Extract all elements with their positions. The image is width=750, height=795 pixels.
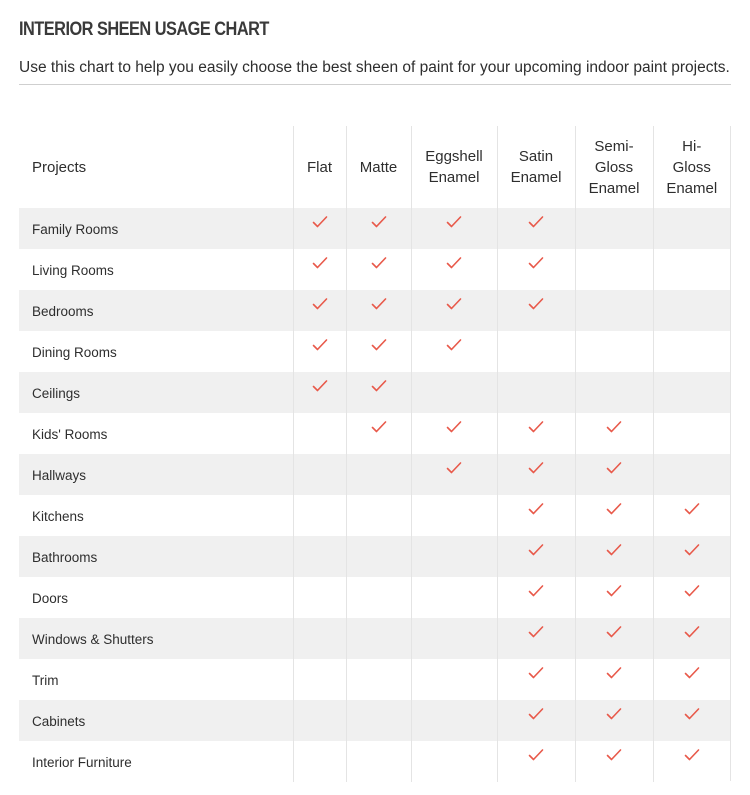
checkmark-icon (684, 625, 700, 639)
column-header-flat (293, 126, 346, 208)
checkmark-icon (371, 256, 387, 270)
checkmark-icon (528, 297, 544, 311)
project-name-cell (19, 249, 293, 290)
cell-matte (346, 618, 411, 659)
project-name: Living Rooms (32, 263, 114, 278)
checkmark-icon (528, 215, 544, 229)
checkmark-icon (312, 297, 328, 311)
project-name: Hallways (32, 468, 87, 483)
cell-hi-gloss-enamel (653, 700, 730, 741)
checkmark-icon (528, 420, 544, 434)
checkmark-icon (371, 338, 387, 352)
cell-semi-gloss-enamel (575, 659, 653, 700)
column-header-higloss-line2: Gloss (672, 158, 711, 176)
table-row (19, 249, 730, 290)
cell-hi-gloss-enamel (653, 495, 730, 536)
project-name-cell (19, 495, 293, 536)
project-name-cell (19, 372, 293, 413)
table-row (19, 659, 730, 700)
column-header-semigloss-line1: Semi- (594, 137, 634, 155)
checkmark-icon (606, 543, 622, 557)
cell-eggshell-enamel (411, 454, 497, 495)
cell-flat (293, 536, 346, 577)
checkmark-icon (371, 379, 387, 393)
table-row (19, 290, 730, 331)
cell-hi-gloss-enamel (653, 413, 730, 454)
cell-semi-gloss-enamel (575, 536, 653, 577)
cell-semi-gloss-enamel (575, 208, 653, 249)
cell-hi-gloss-enamel (653, 372, 730, 413)
checkmark-icon (446, 215, 462, 229)
project-name: Bedrooms (32, 304, 94, 319)
project-name: Doors (32, 591, 69, 606)
cell-semi-gloss-enamel (575, 290, 653, 331)
cell-semi-gloss-enamel (575, 372, 653, 413)
cell-matte (346, 331, 411, 372)
column-header-matte (346, 126, 411, 208)
project-name: Dining Rooms (32, 345, 117, 360)
column-header-satin-line2: Enamel (510, 169, 562, 186)
column-header-projects-label: Projects (32, 158, 87, 176)
project-name: Family Rooms (32, 222, 119, 237)
cell-hi-gloss-enamel (653, 331, 730, 372)
checkmark-icon (371, 420, 387, 434)
cell-flat (293, 249, 346, 290)
cell-flat (293, 495, 346, 536)
table-row (19, 331, 730, 372)
column-header-semigloss-line3: Enamel (588, 179, 640, 197)
column-header-satin-enamel (497, 126, 575, 208)
table-right-border (730, 126, 731, 781)
cell-semi-gloss-enamel (575, 577, 653, 618)
checkmark-icon (528, 748, 544, 762)
cell-satin-enamel (497, 454, 575, 495)
cell-hi-gloss-enamel (653, 618, 730, 659)
cell-matte (346, 454, 411, 495)
project-name-cell (19, 618, 293, 659)
header-divider (19, 84, 731, 85)
checkmark-icon (312, 215, 328, 229)
cell-eggshell-enamel (411, 659, 497, 700)
checkmark-icon (528, 666, 544, 680)
cell-flat (293, 741, 346, 782)
cell-satin-enamel (497, 290, 575, 331)
cell-eggshell-enamel (411, 577, 497, 618)
cell-matte (346, 577, 411, 618)
table-row (19, 536, 730, 577)
cell-flat (293, 577, 346, 618)
cell-hi-gloss-enamel (653, 659, 730, 700)
cell-satin-enamel (497, 495, 575, 536)
checkmark-icon (528, 584, 544, 598)
checkmark-icon (528, 461, 544, 475)
cell-eggshell-enamel (411, 495, 497, 536)
checkmark-icon (528, 543, 544, 557)
project-name: Kitchens (32, 509, 84, 524)
cell-hi-gloss-enamel (653, 536, 730, 577)
cell-hi-gloss-enamel (653, 208, 730, 249)
checkmark-icon (684, 543, 700, 557)
checkmark-icon (606, 584, 622, 598)
cell-flat (293, 331, 346, 372)
column-header-hi-gloss-enamel (653, 126, 730, 208)
checkmark-icon (446, 297, 462, 311)
table-row (19, 618, 730, 659)
project-name-cell (19, 413, 293, 454)
column-header-semi-gloss-enamel (575, 126, 653, 208)
checkmark-icon (446, 256, 462, 270)
checkmark-icon (312, 256, 328, 270)
checkmark-icon (606, 502, 622, 516)
cell-eggshell-enamel (411, 413, 497, 454)
cell-matte (346, 413, 411, 454)
table-header-row (19, 126, 730, 208)
table-row (19, 495, 730, 536)
cell-satin-enamel (497, 249, 575, 290)
column-header-eggshell-line1: Eggshell (425, 148, 483, 165)
checkmark-icon (371, 297, 387, 311)
table-row (19, 208, 730, 249)
table-row (19, 700, 730, 741)
cell-semi-gloss-enamel (575, 495, 653, 536)
cell-flat (293, 413, 346, 454)
cell-flat (293, 372, 346, 413)
checkmark-icon (684, 584, 700, 598)
cell-hi-gloss-enamel (653, 741, 730, 782)
cell-eggshell-enamel (411, 208, 497, 249)
cell-satin-enamel (497, 413, 575, 454)
checkmark-icon (606, 420, 622, 434)
checkmark-icon (371, 215, 387, 229)
checkmark-icon (446, 338, 462, 352)
cell-hi-gloss-enamel (653, 454, 730, 495)
project-name: Interior Furniture (32, 755, 132, 770)
cell-satin-enamel (497, 372, 575, 413)
checkmark-icon (606, 666, 622, 680)
project-name-cell (19, 208, 293, 249)
sheen-usage-table (19, 126, 730, 782)
checkmark-icon (528, 707, 544, 721)
cell-eggshell-enamel (411, 700, 497, 741)
cell-eggshell-enamel (411, 618, 497, 659)
checkmark-icon (606, 461, 622, 475)
checkmark-icon (684, 666, 700, 680)
cell-eggshell-enamel (411, 249, 497, 290)
cell-flat (293, 454, 346, 495)
checkmark-icon (606, 625, 622, 639)
cell-matte (346, 659, 411, 700)
project-name-cell (19, 700, 293, 741)
cell-eggshell-enamel (411, 372, 497, 413)
checkmark-icon (684, 707, 700, 721)
column-header-matte-label: Matte (359, 158, 398, 176)
cell-matte (346, 372, 411, 413)
column-header-semigloss-line2: Gloss (594, 158, 634, 176)
table-row (19, 454, 730, 495)
cell-matte (346, 290, 411, 331)
cell-flat (293, 208, 346, 249)
project-name: Cabinets (32, 714, 86, 729)
table-row (19, 413, 730, 454)
cell-satin-enamel (497, 577, 575, 618)
checkmark-icon (606, 707, 622, 721)
cell-satin-enamel (497, 331, 575, 372)
cell-flat (293, 290, 346, 331)
cell-satin-enamel (497, 741, 575, 782)
cell-semi-gloss-enamel (575, 741, 653, 782)
table-row (19, 741, 730, 782)
project-name: Trim (32, 673, 59, 688)
cell-semi-gloss-enamel (575, 413, 653, 454)
project-name: Windows & Shutters (32, 632, 154, 647)
checkmark-icon (684, 502, 700, 516)
project-name-cell (19, 454, 293, 495)
checkmark-icon (446, 420, 462, 434)
column-header-satin-line1: Satin (518, 148, 554, 165)
cell-satin-enamel (497, 536, 575, 577)
cell-semi-gloss-enamel (575, 618, 653, 659)
project-name: Bathrooms (32, 550, 98, 565)
cell-matte (346, 208, 411, 249)
checkmark-icon (528, 256, 544, 270)
project-name: Ceilings (32, 386, 81, 401)
cell-semi-gloss-enamel (575, 700, 653, 741)
cell-eggshell-enamel (411, 331, 497, 372)
cell-eggshell-enamel (411, 290, 497, 331)
project-name: Kids' Rooms (32, 427, 108, 442)
cell-hi-gloss-enamel (653, 249, 730, 290)
project-name-cell (19, 741, 293, 782)
checkmark-icon (312, 379, 328, 393)
cell-hi-gloss-enamel (653, 577, 730, 618)
cell-hi-gloss-enamel (653, 290, 730, 331)
table-row (19, 372, 730, 413)
cell-semi-gloss-enamel (575, 331, 653, 372)
cell-semi-gloss-enamel (575, 454, 653, 495)
cell-matte (346, 536, 411, 577)
column-header-flat-label: Flat (306, 158, 332, 176)
table-body (19, 208, 730, 782)
cell-satin-enamel (497, 208, 575, 249)
cell-satin-enamel (497, 700, 575, 741)
page-subtitle: Use this chart to help you easily choose the best sheen of paint for your upcoming indoor paint projects. (19, 59, 730, 76)
page-title: INTERIOR SHEEN USAGE CHART (19, 19, 269, 40)
checkmark-icon (528, 625, 544, 639)
cell-semi-gloss-enamel (575, 249, 653, 290)
project-name-cell (19, 577, 293, 618)
cell-satin-enamel (497, 618, 575, 659)
cell-satin-enamel (497, 659, 575, 700)
table-row (19, 577, 730, 618)
cell-flat (293, 618, 346, 659)
column-header-eggshell-line2: Enamel (428, 169, 480, 186)
cell-eggshell-enamel (411, 536, 497, 577)
project-name-cell (19, 659, 293, 700)
checkmark-icon (446, 461, 462, 475)
column-header-eggshell-enamel (411, 126, 497, 208)
column-header-projects (19, 126, 293, 208)
column-header-higloss-line1: Hi- (682, 137, 702, 155)
checkmark-icon (528, 502, 544, 516)
cell-flat (293, 700, 346, 741)
cell-matte (346, 495, 411, 536)
cell-matte (346, 249, 411, 290)
cell-eggshell-enamel (411, 741, 497, 782)
column-header-higloss-line3: Enamel (666, 179, 718, 197)
cell-matte (346, 700, 411, 741)
checkmark-icon (606, 748, 622, 762)
project-name-cell (19, 290, 293, 331)
project-name-cell (19, 536, 293, 577)
cell-flat (293, 659, 346, 700)
checkmark-icon (312, 338, 328, 352)
project-name-cell (19, 331, 293, 372)
cell-matte (346, 741, 411, 782)
checkmark-icon (684, 748, 700, 762)
